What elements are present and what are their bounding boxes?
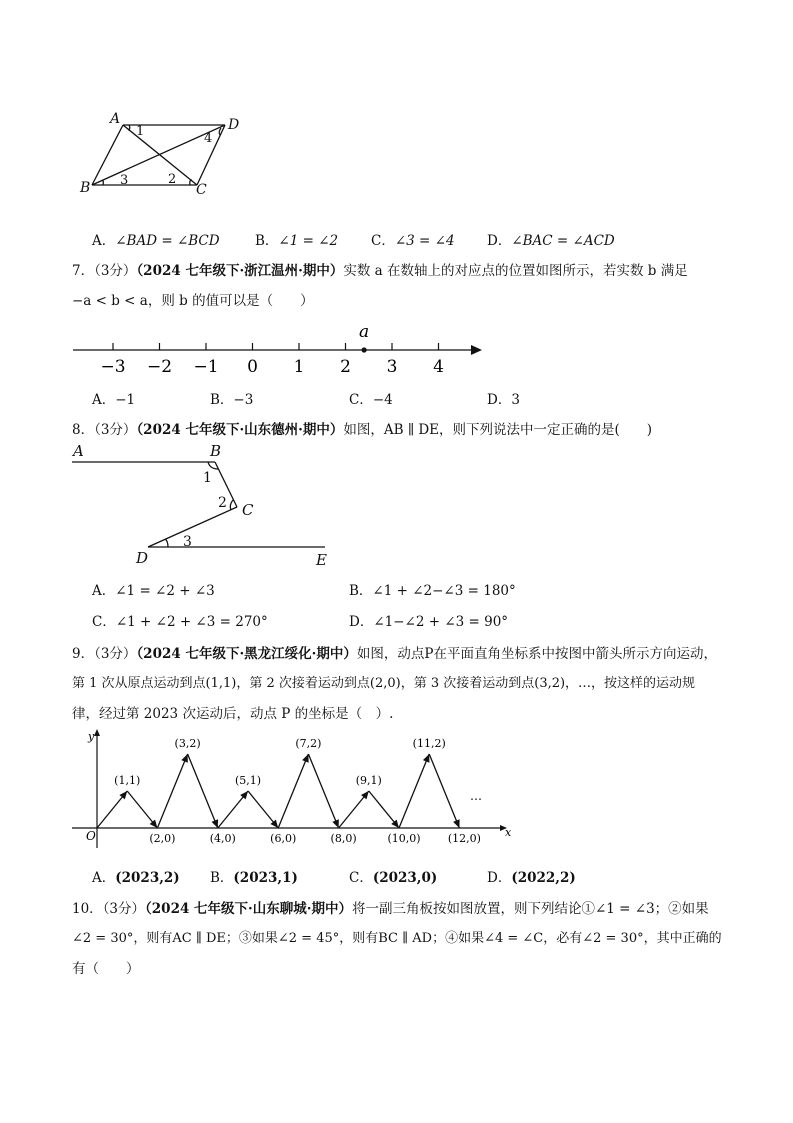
option-text: ∠BAC = ∠ACD: [511, 233, 615, 249]
option-text: ∠1 = ∠2 + ∠3: [115, 583, 215, 599]
option-text: ∠1 + ∠2−∠3 = 180°: [372, 583, 516, 599]
label-E: E: [316, 551, 327, 569]
q7-stem-line2: −a < b < a，则 b 的值可以是（ ）: [72, 293, 314, 309]
option-label: A．: [92, 392, 116, 408]
y-axis-arrow-icon: [94, 729, 100, 736]
option-label: A．: [92, 233, 116, 249]
q9-option-b[interactable]: [210, 866, 298, 886]
q9-option-d[interactable]: [487, 866, 576, 886]
option-text: (2022,2): [511, 870, 576, 886]
option-text: ∠1−∠2 + ∠3 = 90°: [373, 614, 509, 630]
question-source: （2024 七年级下·浙江温州·期中）: [136, 263, 344, 279]
option-text: ∠3 = ∠4: [394, 233, 455, 249]
angle-label-3: 3: [183, 534, 192, 550]
q10-stem-line1: [72, 899, 709, 919]
q7-option-a[interactable]: [92, 388, 135, 408]
point-label: (9,1): [355, 774, 382, 787]
path-segment: [188, 754, 218, 828]
number-line-tick-label: −2: [146, 357, 173, 377]
point-label-a: a: [359, 322, 370, 342]
question-score: （3分）: [94, 422, 137, 438]
path-segment: [278, 754, 308, 828]
q7-number-line: [68, 320, 488, 380]
angle-label-4: 4: [204, 131, 213, 146]
option-label: C．: [371, 233, 395, 249]
question-text: 将一副三角板按如图放置，则下列结论①∠1 = ∠3；②如果: [351, 901, 709, 917]
question-source: （2024 七年级下·黑龙江绥化·期中）: [136, 646, 357, 662]
q9-stem-line2: 第 1 次从原点运动到点(1,1)，第 2 次接着运动到点(2,0)，第 3 次接着运动到点(3,2)，…，按这样的运动规: [72, 676, 696, 691]
number-line-point-a: [362, 347, 367, 352]
number-line-tick-label: 2: [340, 357, 351, 377]
number-line-tick-label: 1: [293, 357, 305, 377]
y-axis-label: y: [88, 730, 95, 743]
option-label: B．: [349, 583, 373, 599]
question-number: 8．: [72, 422, 95, 438]
q9-stem-line1: [72, 644, 717, 664]
q8-option-a[interactable]: [92, 579, 215, 599]
option-label: C．: [349, 870, 373, 886]
label-C: C: [196, 182, 207, 198]
option-label: D．: [487, 233, 512, 249]
option-text: (2023,1): [233, 870, 298, 886]
label-D: D: [228, 117, 240, 133]
segment-CD: [148, 507, 237, 547]
option-label: D．: [349, 614, 374, 630]
option-text: −3: [233, 392, 254, 408]
q9-stem-line3: 律，经过第 2023 次运动后，动点 P 的坐标是（ ）.: [72, 706, 394, 722]
question-text: 如图，动点P在平面直角坐标系中按图中箭头所示方向运动，: [356, 646, 717, 662]
option-text: (2023,0): [372, 870, 438, 886]
number-line-tick-label: 4: [433, 357, 444, 377]
angle-label-1: 1: [136, 124, 145, 139]
q7-stem-line1: [72, 261, 688, 281]
question-score: （3分）: [94, 263, 137, 279]
path-segment: [429, 754, 459, 828]
q8-stem: [72, 420, 652, 440]
label-A: A: [110, 111, 121, 127]
origin-label: O: [86, 829, 96, 843]
q6-option-c[interactable]: [371, 229, 455, 249]
angle-label-1: 1: [203, 470, 212, 486]
path-segment: [308, 754, 338, 828]
point-label: (6,0): [270, 832, 297, 845]
number-line-tick-label: 3: [386, 357, 398, 377]
option-label: C．: [349, 392, 373, 408]
label-C: C: [242, 501, 254, 519]
angle-arc-1: [128, 125, 130, 130]
point-label: (12,0): [447, 832, 481, 845]
option-text: −4: [372, 392, 393, 408]
point-label: (1,1): [114, 774, 141, 787]
label-D: D: [136, 549, 149, 567]
q8-option-b[interactable]: [349, 579, 516, 599]
angle-label-3: 3: [120, 173, 129, 188]
option-label: D．: [487, 392, 512, 408]
option-text: 3: [511, 392, 520, 408]
q6-option-a[interactable]: [92, 229, 220, 249]
q6-option-b[interactable]: [255, 229, 338, 249]
question-number: 9．: [72, 646, 95, 662]
label-A: A: [73, 442, 84, 460]
q9-option-a[interactable]: [92, 866, 180, 886]
option-label: B．: [210, 392, 234, 408]
angle-arc-3: [165, 539, 168, 547]
path-segment: [157, 754, 187, 828]
point-label: (3,2): [174, 737, 201, 750]
option-text: ∠1 = ∠2: [278, 233, 339, 249]
option-label: A．: [92, 583, 116, 599]
q7-option-b[interactable]: [210, 388, 253, 408]
option-text: ∠1 + ∠2 + ∠3 = 270°: [115, 614, 268, 630]
number-line-tick-label: −1: [193, 357, 219, 377]
option-label: B．: [210, 870, 234, 886]
label-B: B: [210, 442, 222, 460]
question-number: 10．: [72, 901, 103, 917]
segment-AB: [92, 125, 123, 185]
number-line-tick-label: −3: [100, 357, 126, 377]
option-label: B．: [255, 233, 279, 249]
point-label: (2,0): [149, 832, 176, 845]
number-line-arrow-icon: [471, 345, 482, 355]
q10-stem-line3: 有（ ）: [72, 961, 140, 977]
option-text: ∠BAD = ∠BCD: [115, 233, 220, 249]
x-axis-label: x: [505, 826, 512, 839]
q6-figure: [70, 108, 260, 203]
point-label: (4,0): [209, 832, 236, 845]
question-text: 如图，AB ∥ DE，则下列说法中一定正确的是( ): [343, 422, 653, 438]
angle-arc-3: [102, 180, 103, 185]
option-label: C．: [92, 614, 116, 630]
option-label: A．: [92, 870, 116, 886]
option-text: −1: [115, 392, 136, 408]
option-text: (2023,2): [115, 870, 180, 886]
q7-option-c[interactable]: [349, 388, 393, 408]
question-source: （2024 七年级下·山东德州·期中）: [136, 422, 344, 438]
q10-stem-line2: ∠2 = 30°，则有AC ∥ DE；③如果∠2 = 45°，则有BC ∥ AD；④如果∠4 = ∠C，必有∠2 = 30°，其中正确的: [72, 931, 722, 946]
point-label: (10,0): [387, 832, 421, 845]
point-label: (11,2): [412, 737, 446, 750]
point-label: (5,1): [234, 774, 262, 787]
question-source: （2024 七年级下·山东聊城·期中）: [145, 901, 352, 917]
q8-figure: [70, 440, 340, 570]
q7-option-d[interactable]: [487, 388, 520, 408]
point-label: (8,0): [330, 832, 357, 845]
q6-option-d[interactable]: [487, 229, 615, 249]
question-number: 7．: [72, 263, 95, 279]
point-label: (7,2): [295, 737, 322, 750]
question-score: （3分）: [94, 646, 137, 662]
question-text: 实数 a 在数轴上的对应点的位置如图所示，若实数 b 满足: [343, 263, 688, 279]
q8-option-d[interactable]: [349, 610, 508, 630]
q8-option-c[interactable]: [92, 610, 268, 630]
angle-label-2: 2: [218, 495, 227, 511]
question-score: （3分）: [102, 901, 146, 917]
ellipsis: …: [470, 789, 482, 803]
label-B: B: [80, 180, 91, 196]
angle-label-2: 2: [168, 172, 177, 187]
number-line-tick-label: 0: [247, 357, 258, 377]
path-segment: [399, 754, 429, 828]
q9-option-c[interactable]: [349, 866, 437, 886]
q9-zigzag-chart: [72, 728, 522, 856]
option-label: D．: [487, 870, 512, 886]
